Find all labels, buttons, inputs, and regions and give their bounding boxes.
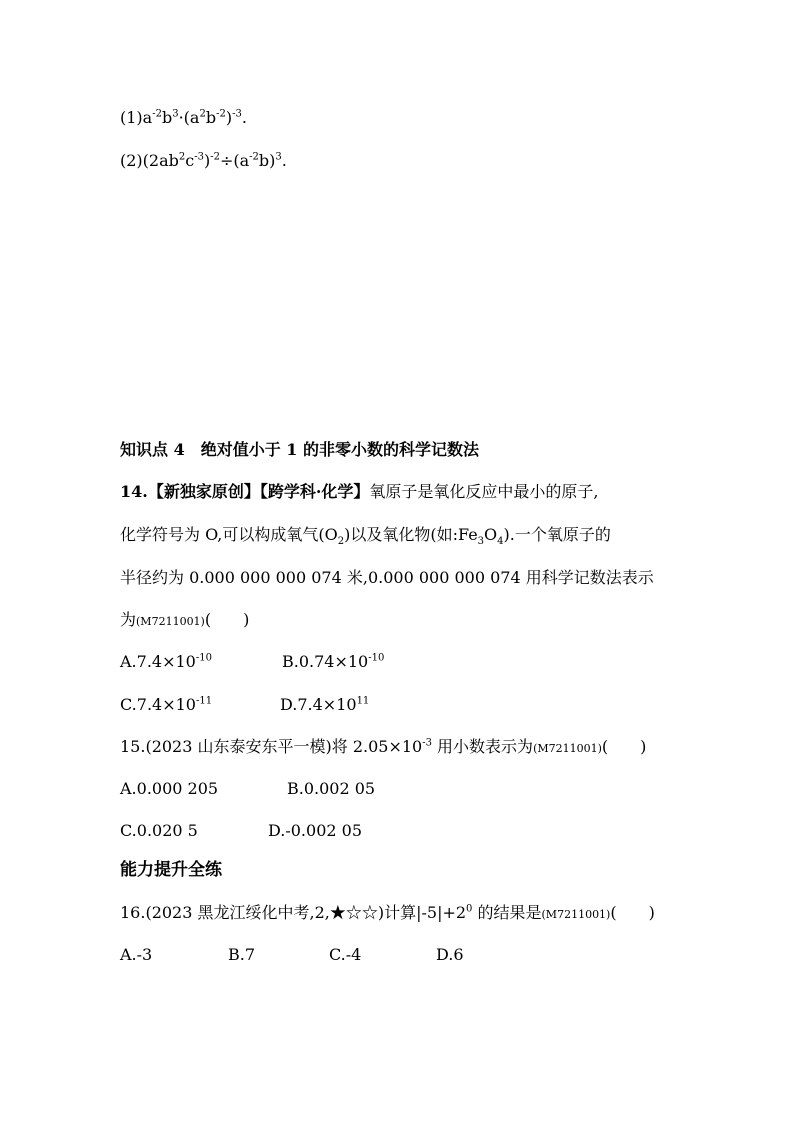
section-heading-4: 知识点 4 绝对值小于 1 的非零小数的科学记数法 [120, 440, 479, 459]
question-15-options-row-2 [120, 823, 362, 839]
question-14-line-2 [120, 525, 611, 548]
exponent: -2 [216, 108, 226, 120]
question-15-text: 用小数表示为 [431, 737, 534, 756]
question-16-text: 16.(2023 黑龙江绥化中考,2,★☆☆)计算|-5|+2 [120, 903, 467, 922]
exercise-2-text: ) [203, 151, 211, 170]
question-14-options-row-1 [120, 654, 384, 670]
question-14-text: )以及氧化物(如:Fe [344, 525, 478, 544]
subscript: 3 [477, 536, 485, 548]
answer-blank: ( ) [204, 610, 250, 629]
option-a: A.-3 [120, 945, 153, 964]
exponent: -11 [195, 695, 213, 707]
question-15-options-row-1 [120, 781, 375, 797]
question-14-line-4 [120, 612, 249, 628]
question-14-line-3: 半径约为 0.000 000 000 074 米,0.000 000 000 074 用科学记数法表示 [120, 568, 654, 587]
exponent: 2 [178, 151, 186, 163]
option-c [120, 697, 280, 713]
option-c-text: C.7.4×10 [120, 695, 196, 714]
option-b: B.7 [228, 945, 256, 964]
section-heading-ability: 能力提升全练 [120, 860, 222, 880]
question-14-text: 为 [120, 610, 137, 629]
option-d [280, 697, 369, 713]
exercise-2-text: c [185, 151, 195, 170]
exponent: -10 [195, 652, 212, 664]
answer-blank: ( ) [610, 903, 655, 922]
exponent: 3 [172, 108, 179, 120]
question-14-text: 化学符号为 O,可以构成氧气(O [120, 525, 338, 544]
question-14-options-row-2 [120, 697, 369, 713]
exercise-1-text: b [205, 108, 217, 127]
option-c: C.-4 [329, 945, 362, 964]
option-a: A.0.000 205 [120, 779, 219, 798]
question-16-text: 的结果是 [472, 903, 542, 922]
exercise-1-text: (1)a [120, 108, 153, 127]
option-b [282, 654, 384, 670]
exercise-1-text: ·(a [178, 108, 200, 127]
option-d: D.6 [436, 945, 464, 964]
exponent: -3 [422, 737, 432, 749]
option-d-text: D.7.4×10 [280, 695, 357, 714]
option-b-text: B.0.74×10 [282, 652, 369, 671]
exercise-1-text: . [241, 108, 247, 127]
question-15 [120, 739, 646, 755]
option-a [120, 654, 282, 670]
question-code: (M7211001) [541, 908, 611, 921]
subscript: 4 [497, 536, 504, 548]
option-d: D.-0.002 05 [268, 821, 362, 840]
question-14-line-1 [120, 484, 599, 500]
exponent: -2 [152, 108, 162, 120]
option-a-text: A.7.4×10 [120, 652, 196, 671]
exponent: -10 [368, 652, 385, 664]
question-code: (M7211001) [136, 615, 205, 628]
question-14-text: ).一个氧原子的 [503, 525, 611, 544]
option-b: B.0.002 05 [287, 779, 376, 798]
exponent: -3 [194, 151, 204, 163]
exponent: 11 [356, 695, 370, 707]
subscript: 2 [337, 536, 345, 548]
exponent: -2 [210, 151, 220, 163]
option-c: C.0.020 5 [120, 821, 198, 840]
exercise-2-text: ÷(a [219, 151, 250, 170]
exercise-2-text: . [281, 151, 287, 170]
exponent: 0 [466, 903, 473, 915]
exponent: -3 [232, 108, 242, 120]
question-16-options [120, 947, 464, 963]
exercise-1-text: ) [225, 108, 233, 127]
exercise-2-text: (2)(2ab [120, 151, 179, 170]
exercise-2 [120, 153, 287, 169]
question-15-text: 15.(2023 山东泰安东平一模)将 2.05×10 [120, 737, 423, 756]
question-14-tags: 14.【新独家原创】【跨学科·化学】 [120, 482, 370, 501]
question-16 [120, 905, 655, 921]
answer-blank: ( ) [601, 737, 647, 756]
exponent: -2 [249, 151, 259, 163]
question-14-text: 氧原子是氧化反应中最小的原子, [369, 482, 599, 501]
exercise-1-text: b [161, 108, 173, 127]
exponent: 3 [275, 151, 282, 163]
exercise-2-text: b) [258, 151, 276, 170]
question-code: (M7211001) [533, 742, 602, 755]
exercise-1 [120, 110, 247, 126]
exponent: 2 [199, 108, 206, 120]
question-14-text: O [484, 525, 498, 544]
